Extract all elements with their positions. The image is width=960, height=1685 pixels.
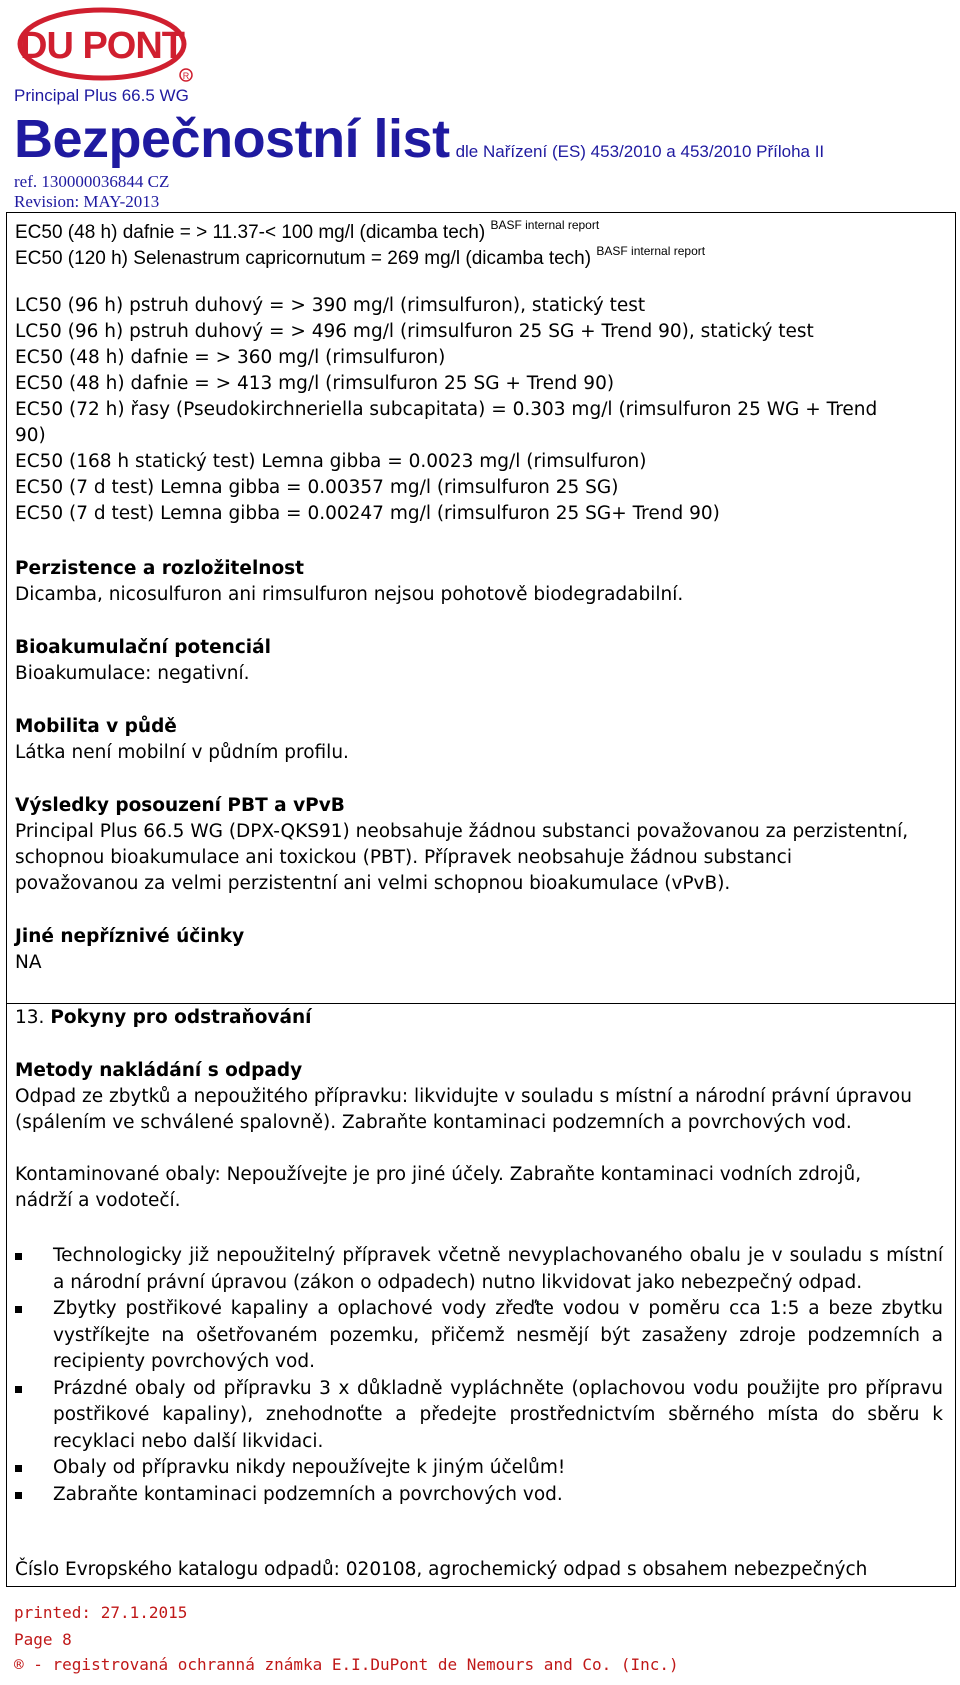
text-pbt: považovanou za velmi perzistentní ani velmi schopnou bioakumulace (vPvB). (15, 873, 731, 894)
text-contaminated-packaging: Kontaminované obaly: Nepoužívejte je pro jiné účely. Zabraňte kontaminaci vodních zdrojů, (15, 1164, 862, 1185)
text-other-effects: NA (15, 952, 42, 973)
logo-text: DU PONT (20, 25, 184, 67)
text-waste-methods: Odpad ze zbytků a nepoužitého přípravku: likvidujte v souladu s místní a národní právní úpravou (15, 1086, 912, 1107)
document-title: Bezpečnostní list (14, 109, 450, 169)
bullet-icon (15, 1253, 22, 1260)
section-number: 13. (15, 1007, 45, 1028)
bullet-icon (15, 1386, 22, 1393)
bullet-icon (15, 1465, 22, 1472)
tox-line: EC50 (120 h) Selenastrum capricornutum = 269 mg/l (dicamba tech) $^{BASF internal report}$ (15, 244, 706, 269)
heading-pbt: Výsledky posouzení PBT a vPvB (15, 795, 345, 816)
footnote-ref: BASF internal report (596, 244, 706, 258)
tox-line: EC50 (48 h) dafnie = > 360 mg/l (rimsulfuron) (15, 347, 446, 368)
printed-date: printed: 27.1.2015 (14, 1603, 188, 1622)
title-row (14, 108, 824, 170)
list-item: Technologicky již nepoužitelný přípravek včetně nevyplachovaného obalu je v souladu s místní a národní právní úpravou (zákon o odpadech) nutno likvidovat jako nebezpečný odpad. (15, 1243, 943, 1296)
text-waste-catalog: Číslo Evropského katalogu odpadů: 020108, agrochemický odpad s obsahem nebezpečných (15, 1559, 868, 1580)
tox-line: 90) (15, 425, 46, 446)
bullet-icon (15, 1306, 22, 1313)
reference-number: ref. 130000036844 CZ (14, 172, 170, 191)
heading-other-effects: Jiné nepříznivé účinky (15, 926, 245, 947)
text-waste-methods: (spálením ve schválené spalovně). Zabraňte kontaminaci podzemních a povrchových vod. (15, 1112, 852, 1133)
tox-line: LC50 (96 h) pstruh duhový = > 390 mg/l (rimsulfuron), statický test (15, 295, 646, 316)
revision-date: Revision: MAY-2013 (14, 192, 160, 211)
heading-waste-methods: Metody nakládání s odpady (15, 1060, 303, 1081)
list-item: Zbytky postřikové kapaliny a oplachové vody zřeďte vodou v poměru cca 1:5 a beze zbytku vystříkejte na ošetřovaném pozemku, přičemž nesmějí být zasaženy zdroje podzemních a recipienty povrchových vod. (15, 1296, 943, 1376)
regulation-reference: dle Nařízení (ES) 453/2010 a 453/2010 Příloha II (455, 142, 825, 161)
heading-bioaccumulation: Bioakumulační potenciál (15, 637, 271, 658)
tox-line: EC50 (48 h) dafnie = > 413 mg/l (rimsulfuron 25 SG + Trend 90) (15, 373, 615, 394)
text-bioaccumulation: Bioakumulace: negativní. (15, 663, 250, 684)
section-divider (7, 1003, 955, 1004)
text-contaminated-packaging: nádrží a vodotečí. (15, 1190, 181, 1211)
heading-mobility: Mobilita v půdě (15, 716, 177, 737)
section-title: Pokyny pro odstraňování (50, 1007, 312, 1028)
content-frame (6, 212, 956, 1587)
bullet-icon (15, 1492, 22, 1499)
trademark-note: ® - registrovaná ochranná známka E.I.DuPont de Nemours and Co. (Inc.) (14, 1655, 679, 1674)
heading-persistence: Perzistence a rozložitelnost (15, 558, 305, 579)
text-pbt: Principal Plus 66.5 WG (DPX-QKS91) neobsahuje žádnou substanci považovanou za perzistentní, (15, 821, 909, 842)
disposal-instructions (15, 1243, 943, 1508)
tox-line: EC50 (72 h) řasy (Pseudokirchneriella subcapitata) = 0.303 mg/l (rimsulfuron 25 WG + Trend (15, 399, 878, 420)
tox-line: EC50 (48 h) dafnie = > 11.37-< 100 mg/l (dicamba tech) $^{BASF internal report}$ (15, 218, 600, 243)
text-persistence: Dicamba, nicosulfuron ani rimsulfuron nejsou pohotově biodegradabilní. (15, 584, 684, 605)
text-mobility: Látka není mobilní v půdním profilu. (15, 742, 349, 763)
list-item: Zabraňte kontaminaci podzemních a povrchových vod. (15, 1482, 943, 1509)
dupont-logo (16, 6, 196, 84)
list-item: Prázdné obaly od přípravku 3 x důkladně vypláchněte (oplachovou vodu použijte pro přípravu postřikové kapaliny), znehodnoťte a předejte prostřednictvím sběrného místa do sběru k recyklaci nebo další likvidaci. (15, 1376, 943, 1456)
product-name: Principal Plus 66.5 WG (14, 86, 189, 105)
page-number: Page 8 (14, 1630, 72, 1649)
list-item: Obaly od přípravku nikdy nepoužívejte k jiným účelům! (15, 1455, 943, 1482)
tox-line: LC50 (96 h) pstruh duhový = > 496 mg/l (rimsulfuron 25 SG + Trend 90), statický test (15, 321, 814, 342)
tox-line: EC50 (168 h statický test) Lemna gibba = 0.0023 mg/l (rimsulfuron) (15, 451, 647, 472)
text-pbt: schopnou bioakumulace ani toxickou (PBT). Přípravek neobsahuje žádnou substanci (15, 847, 792, 868)
tox-line: EC50 (7 d test) Lemna gibba = 0.00247 mg/l (rimsulfuron 25 SG+ Trend 90) (15, 503, 720, 524)
svg-text:R: R (182, 71, 190, 81)
section-13-title (15, 1006, 311, 1030)
footnote-ref: BASF internal report (490, 218, 600, 232)
tox-line: EC50 (7 d test) Lemna gibba = 0.00357 mg/l (rimsulfuron 25 SG) (15, 477, 619, 498)
